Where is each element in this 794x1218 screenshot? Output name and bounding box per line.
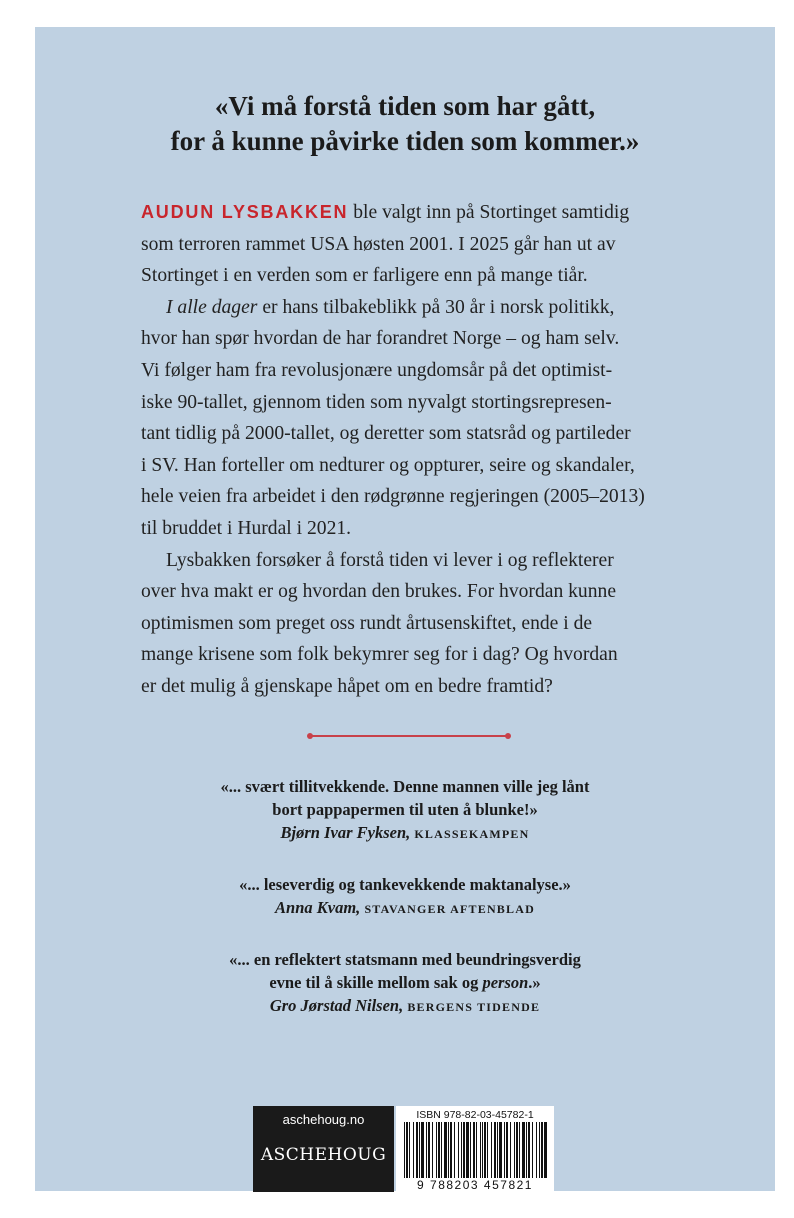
barcode-bar bbox=[463, 1122, 465, 1178]
barcode-bar bbox=[487, 1122, 488, 1178]
blurb-line: Stortinget i en verden som er farligere enn på mange tiår. bbox=[141, 265, 588, 287]
ornamental-divider bbox=[307, 733, 511, 739]
blurb-line: hele veien fra arbeidet i den rødgrønne regjeringen (2005–2013) bbox=[141, 486, 645, 508]
review-quote bbox=[35, 873, 775, 921]
blurb-text: er hans tilbakeblikk på 30 år i norsk politikk, bbox=[257, 296, 615, 318]
barcode-bar bbox=[444, 1122, 447, 1178]
blurb-line bbox=[141, 197, 701, 229]
quote-author: Anna Kvam, bbox=[275, 898, 361, 917]
blurb-line: Lysbakken forsøker å forstå tiden vi lever i og reflekterer bbox=[166, 549, 614, 571]
book-description bbox=[141, 197, 701, 703]
blurb-line: optimismen som preget oss rundt årtusenskiftet, ende i de bbox=[141, 612, 593, 634]
review-quote bbox=[35, 775, 775, 846]
blurb-line: hvor han spør hvordan de har forandret Norge – og ham selv. bbox=[141, 328, 620, 350]
barcode-bar bbox=[419, 1122, 420, 1178]
barcode-digits: 9 788203 457821 bbox=[417, 1178, 533, 1192]
quote-author: Bjørn Ivar Fyksen, bbox=[280, 823, 411, 842]
book-title: I alle dager bbox=[166, 296, 258, 318]
quote-text: bort pappapermen til uten å blunke!» bbox=[272, 800, 538, 819]
barcode-bar bbox=[541, 1122, 543, 1178]
quote-text: «... en reflektert statsmann med beundringsverdig bbox=[229, 950, 581, 969]
tagline bbox=[35, 89, 775, 159]
blurb-line bbox=[141, 292, 701, 324]
review-quote bbox=[35, 948, 775, 1019]
quote-text: «... svært tillitvekkende. Denne mannen ville jeg lånt bbox=[220, 777, 590, 796]
barcode-bar bbox=[482, 1122, 483, 1178]
publisher-logo: ASCHEHOUG bbox=[260, 1145, 387, 1165]
divider-dot bbox=[505, 733, 511, 739]
back-cover bbox=[35, 27, 775, 1191]
blurb-line: til bruddet i Hurdal i 2021. bbox=[141, 517, 352, 539]
review-quotes bbox=[35, 775, 775, 1046]
barcode-bar bbox=[441, 1122, 442, 1178]
blurb-line: er det mulig å gjenskape håpet om en bedre framtid? bbox=[141, 675, 553, 697]
barcode-bar bbox=[450, 1122, 452, 1178]
barcode-bar bbox=[519, 1122, 520, 1178]
barcode-box bbox=[396, 1106, 554, 1192]
quote-text-part: .» bbox=[528, 973, 541, 992]
publisher-box bbox=[253, 1106, 394, 1192]
barcode-bar bbox=[413, 1122, 414, 1178]
blurb-line: som terroren rammet USA høsten 2001. I 2025 går han ut av bbox=[141, 233, 616, 255]
quote-text: «... leseverdig og tankevekkende maktanalyse.» bbox=[239, 875, 571, 894]
barcode-bar bbox=[532, 1122, 533, 1178]
barcode-bar bbox=[497, 1122, 498, 1178]
barcode-bar bbox=[428, 1122, 430, 1178]
tagline-line: «Vi må forstå tiden som har gått, bbox=[214, 91, 596, 121]
quote-source bbox=[35, 821, 775, 846]
quote-publication: BERGENS TIDENDE bbox=[407, 1000, 541, 1014]
blurb-line: over hva makt er og hvordan den brukes. For hvordan kunne bbox=[141, 581, 617, 603]
barcode-bar bbox=[536, 1122, 537, 1178]
barcode-bar bbox=[454, 1122, 455, 1178]
divider-line bbox=[310, 735, 508, 737]
blurb-line: mange krisene som folk bekymrer seg for i dag? Og hvordan bbox=[141, 644, 618, 666]
barcode-bar bbox=[409, 1122, 410, 1178]
quote-emphasis: person bbox=[482, 973, 529, 992]
blurb-text: ble valgt inn på Stortinget samtidig bbox=[348, 202, 630, 223]
barcode-bar bbox=[404, 1122, 405, 1178]
barcode-bar bbox=[470, 1122, 471, 1178]
barcode-icon bbox=[402, 1122, 548, 1178]
barcode-bar bbox=[406, 1122, 408, 1178]
barcode-bar bbox=[506, 1122, 508, 1178]
barcode-bar bbox=[436, 1122, 437, 1178]
blurb-line: Vi følger ham fra revolusjonære ungdomsår på det optimist- bbox=[141, 359, 613, 381]
blurb-line: iske 90-tallet, gjennom tiden som nyvalgt stortingsrepresen- bbox=[141, 391, 612, 413]
publisher-website: aschehoug.no bbox=[282, 1112, 365, 1127]
divider-dot bbox=[307, 733, 313, 739]
barcode-bar bbox=[510, 1122, 511, 1178]
barcode-bar bbox=[480, 1122, 481, 1178]
barcode-bar bbox=[484, 1122, 486, 1178]
barcode-bar bbox=[426, 1122, 427, 1178]
quote-text bbox=[35, 971, 775, 994]
isbn-label: ISBN 978-82-03-45782-1 bbox=[416, 1109, 534, 1121]
barcode-bar bbox=[438, 1122, 440, 1178]
barcode-bar bbox=[491, 1122, 492, 1178]
barcode-bar bbox=[473, 1122, 475, 1178]
barcode-bar bbox=[421, 1122, 424, 1178]
blurb-line: tant tidlig på 2000-tallet, og deretter som statsråd og partileder bbox=[141, 423, 631, 445]
barcode-bar bbox=[544, 1122, 547, 1178]
barcode-bar bbox=[432, 1122, 433, 1178]
barcode-bar bbox=[514, 1122, 515, 1178]
barcode-bar bbox=[476, 1122, 477, 1178]
quote-publication: KLASSEKAMPEN bbox=[414, 827, 530, 841]
barcode-bar bbox=[466, 1122, 469, 1178]
quote-publication: STAVANGER AFTENBLAD bbox=[364, 902, 535, 916]
barcode-bar bbox=[526, 1122, 527, 1178]
quote-author: Gro Jørstad Nilsen, bbox=[269, 996, 404, 1015]
barcode-bar bbox=[461, 1122, 462, 1178]
barcode-bar bbox=[494, 1122, 496, 1178]
author-name: AUDUN LYSBAKKEN bbox=[141, 202, 349, 222]
barcode-bar bbox=[499, 1122, 502, 1178]
barcode-bar bbox=[416, 1122, 418, 1178]
quote-source bbox=[35, 994, 775, 1019]
barcode-bar bbox=[448, 1122, 449, 1178]
tagline-line: for å kunne påvirke tiden som kommer.» bbox=[170, 126, 640, 156]
barcode-bar bbox=[458, 1122, 459, 1178]
barcode-bar bbox=[539, 1122, 540, 1178]
barcode-bar bbox=[504, 1122, 505, 1178]
quote-text-part: evne til å skille mellom sak og bbox=[269, 973, 483, 992]
barcode-bar bbox=[522, 1122, 525, 1178]
barcode-bar bbox=[528, 1122, 530, 1178]
blurb-line: i SV. Han forteller om nedturer og oppturer, seire og skandaler, bbox=[141, 454, 635, 476]
barcode-bar bbox=[516, 1122, 518, 1178]
quote-source bbox=[35, 896, 775, 921]
